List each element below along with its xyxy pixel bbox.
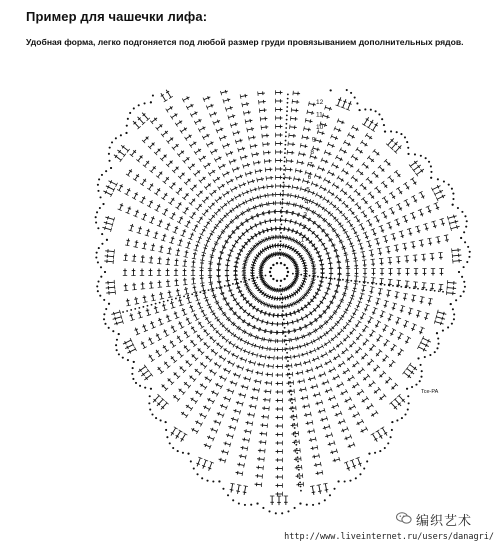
wechat-logo-icon — [396, 512, 412, 524]
row-number-label: 12 — [316, 99, 324, 106]
watermark-logo-text: 编织艺术 — [416, 514, 473, 529]
watermark-url: http://www.liveinternet.ru/users/danagri/ — [284, 532, 494, 542]
diagram-credit: Tce-PA — [421, 389, 439, 395]
row-number-label: 1 — [300, 236, 305, 244]
row-number-label: 10 — [316, 124, 324, 131]
row-number-label: 2 — [302, 224, 306, 231]
row-number-label: 7 — [309, 161, 313, 169]
stitch-pattern — [95, 89, 471, 514]
page-title: Пример для чашечки лифа: — [26, 9, 208, 24]
row-number-label: 11 — [316, 111, 323, 119]
row-number-label: 5 — [306, 186, 310, 194]
row-number-label: 9 — [311, 136, 316, 144]
row-number-label: 3 — [303, 211, 308, 219]
row-number-label: 6 — [307, 174, 312, 181]
page-subtitle: Удобная форма, легко подгоняется под любой размер груди провязыванием дополнительных рядов. — [26, 37, 464, 47]
row-number-label: 8 — [310, 149, 315, 156]
row-number-label: 4 — [304, 199, 309, 206]
